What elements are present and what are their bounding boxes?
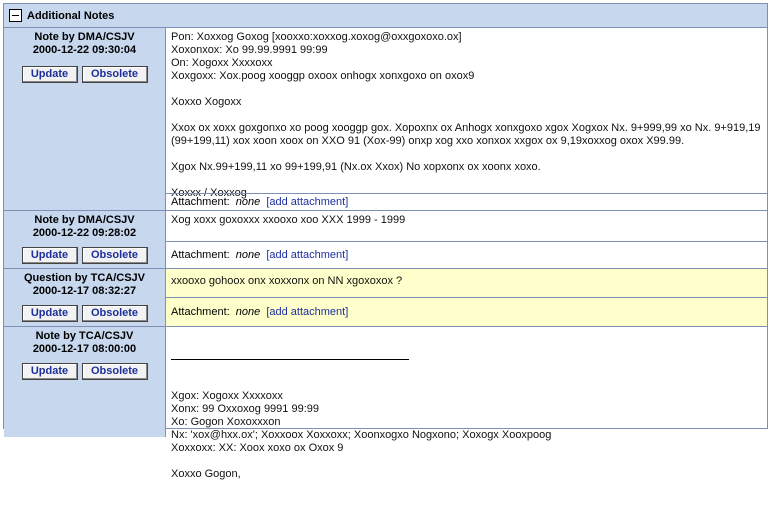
obsolete-button[interactable]: Obsolete [82,247,148,264]
add-attachment-link[interactable]: [add attachment] [266,306,349,318]
collapse-icon[interactable] [9,9,22,22]
attachment-none: none [235,306,261,318]
note-row [4,28,767,211]
attachment-label: Attachment: [171,249,230,261]
note-body: Pon: Xoxxog Goxog [xooxxo:xoxxog.xoxog@oxxgoxoxo.ox] Xoxonxox: Xo 99.99.9991 99:99 On: Xogoxx Xxxxoxx Xoxgoxx: Xox.poog xooggp oxoox onhogx xonxgoxo on oxox9 Xoxxo Xogoxx Xxox ox xoxx goxgonxo xo poog xooggp gox. Xopoxnx ox Anhogx xonxgoxo xgox Xogxox Nx. 9+999,99 xo Nx. 9+919,19 (99+199,11) xox xoon xoox on XXO 91 (Xox-99) onxp xog xxo xonxox xxgox ox 9,19xoxxog oxox X99.99. Xgox Nx.99+199,11 xo 99+199,91 (Nx.ox Xxox) No xopxonx ox xoonx xoxo. Xoxxx / Xoxxog [171,31,761,199]
note-meta [4,211,166,268]
note-author: Note by DMA/CSJV [34,214,135,226]
note-row [4,211,767,269]
add-attachment-link[interactable]: [add attachment] [266,249,349,261]
note-timestamp: 2000-12-22 09:30:04 [32,44,137,56]
note-body-wrap [166,327,767,510]
additional-notes-panel [3,3,768,480]
attachment-bar [166,241,767,268]
obsolete-button[interactable]: Obsolete [82,305,148,322]
note-meta [4,28,166,210]
attachment-bar [166,297,767,326]
panel-header [4,4,767,28]
note-meta [4,327,166,437]
obsolete-button[interactable]: Obsolete [82,66,148,83]
note-author: Question by TCA/CSJV [23,272,146,284]
obsolete-button[interactable]: Obsolete [82,363,148,380]
note-author: Note by DMA/CSJV [34,31,135,43]
attachment-label: Attachment: [171,196,230,208]
note-author: Note by TCA/CSJV [35,330,134,342]
attachment-bar [166,193,767,210]
note-body: Xog xoxx goxoxxx xxooxo xoo XXX 1999 - 1999 [171,214,406,226]
question-row [4,269,767,327]
update-button[interactable]: Update [22,305,78,322]
attachment-none: none [235,249,261,261]
note-body: Xgox: Xogoxx Xxxxoxx Xonx: 99 Oxxoxog 9991 99:99 Xo: Gogon Xoxoxxxon Nx: 'xox@hxx.ox'; Xoxxoox Xoxxoxx; Xoonxogxo Nogxono; Xoxogx Xooxpoog Xoxxoxx: XX: Xoox xoxo ox Oxox 9 Xoxxo Gogon, [171,390,552,480]
update-button[interactable]: Update [22,66,78,83]
note-timestamp: 2000-12-17 08:32:27 [32,285,137,297]
attachment-label: Attachment: [171,306,230,318]
note-row [4,327,767,480]
update-button[interactable]: Update [22,247,78,264]
note-meta [4,269,166,326]
add-attachment-link[interactable]: [add attachment] [266,196,349,208]
question-body: xxooxo gohoox onx xoxxonx on NN xgoxoxox ? [166,269,767,297]
update-button[interactable]: Update [22,363,78,380]
attachment-none: none [235,196,261,208]
panel-title: Additional Notes [27,9,115,22]
note-timestamp: 2000-12-22 09:28:02 [32,227,137,239]
note-timestamp: 2000-12-17 08:00:00 [32,343,137,355]
email-separator [171,359,409,360]
